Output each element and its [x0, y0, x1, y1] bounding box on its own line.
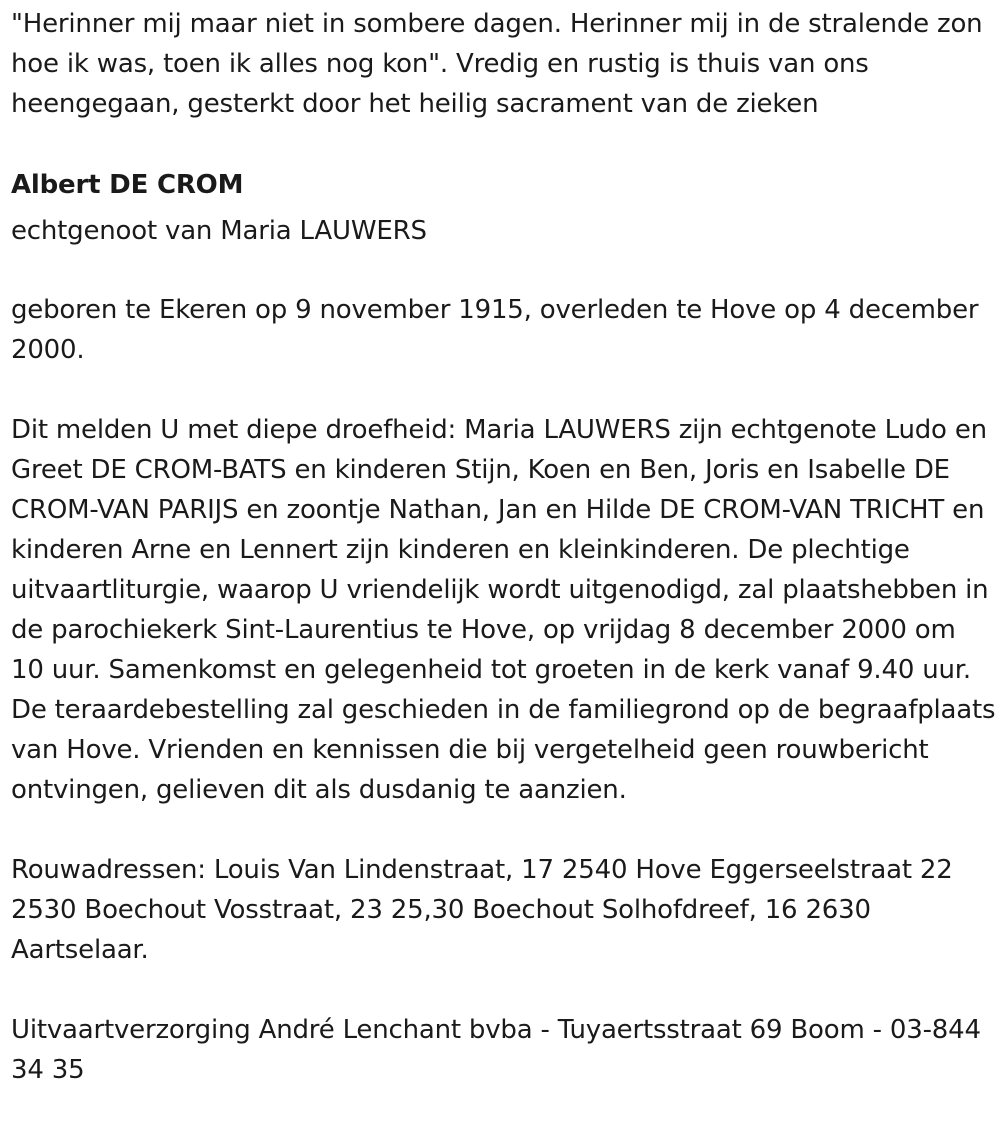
spouse-relation: echtgenoot van Maria LAUWERS — [11, 216, 427, 246]
birth-death-details: geboren te Ekeren op 9 november 1915, overleden te Hove op 4 december 2000. — [11, 295, 979, 365]
deceased-name: Albert DE CROM — [11, 170, 244, 200]
announcement-paragraph: Dit melden U met diepe droefheid: Maria LAUWERS zijn echtgenote Ludo en Greet DE CROM-BATS en kinderen Stijn, Koen en Ben, Joris en Isabelle DE CROM-VAN PARIJS en zoontje Nathan, Jan en Hilde DE CROM-VAN TRICHT en kinderen Arne en Lennert zijn kinderen en kleinkinderen. De plechtige uitvaartliturgie, waarop U vriendelijk wordt uitgenodigd, zal plaatshebben in de parochiekerk Sint-Laurentius te Hove, op vrijdag 8 december 2000 om 10 uur. Samenkomst en gelegenheid tot groeten in de kerk vanaf 9.40 uur. De teraardebestelling zal geschieden in de familiegrond op de begraafplaats van Hove. Vrienden en kennissen die bij vergetelheid geen rouwbericht ontvingen, gelieven dit als dusdanig te aanzien. — [11, 415, 996, 805]
funeral-director: Uitvaartverzorging André Lenchant bvba - Tuyaertsstraat 69 Boom - 03-844 34 35 — [11, 1015, 981, 1085]
obituary-notice — [11, 0, 996, 1090]
mourning-addresses: Rouwadressen: Louis Van Lindenstraat, 17 2540 Hove Eggerseelstraat 22 2530 Boechout Vosstraat, 23 25,30 Boechout Solhofdreef, 16 2630 Aartselaar. — [11, 855, 953, 965]
opening-quote: "Herinner mij maar niet in sombere dagen. Herinner mij in de stralende zon hoe ik was, toen ik alles nog kon". Vredig en rustig is thuis van ons heengegaan, gesterkt door het heilig sacrament van de zieken — [11, 9, 983, 119]
